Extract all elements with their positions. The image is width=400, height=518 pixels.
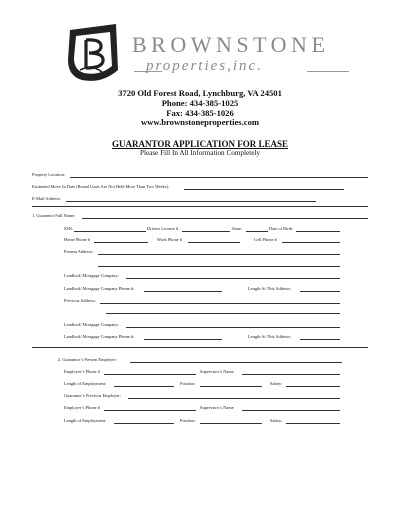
cell-phone-field[interactable] (282, 242, 340, 243)
work-phone-label: Work Phone # (157, 237, 183, 242)
dob-label: Date of Birth: (269, 226, 294, 231)
cell-phone-label: Cell Phone # (254, 237, 277, 242)
employer-phone-2-field[interactable] (104, 410, 196, 411)
position-2-label: Position: (180, 418, 196, 423)
previous-address-field[interactable] (100, 303, 340, 304)
employment-details-row (64, 381, 368, 391)
move-in-date-label: Estimated Move In Date (Rental Units Are Not Held More Than Two Weeks): (32, 184, 170, 189)
landlord-phone-field[interactable] (144, 291, 222, 292)
present-address-label: Present Address: (64, 249, 94, 254)
previous-employer-field[interactable] (128, 398, 340, 399)
position-field[interactable] (200, 386, 262, 387)
present-employer-label: 2. Guarantor’s Present Employer: (58, 357, 117, 362)
landlord-company-row (64, 273, 368, 283)
length-employment-2-field[interactable] (114, 423, 174, 424)
ssn-label: SSN: (64, 226, 74, 231)
property-location-row (32, 172, 368, 182)
present-employer-field[interactable] (130, 362, 342, 363)
guarantor-name-field[interactable] (82, 218, 368, 219)
length-at-address-field[interactable] (300, 291, 340, 292)
form-title: GUARANTOR APPLICATION FOR LEASE (112, 139, 288, 149)
company-name: BROWNSTONE (132, 32, 330, 57)
guarantor-name-label: 1. Guarantor Full Name: (32, 213, 76, 218)
employer-phone-field[interactable] (104, 374, 196, 375)
company-fax: Fax: 434-385-1026 (166, 108, 234, 118)
drivers-license-label: Drivers License # (147, 226, 179, 231)
supervisor-name-field[interactable] (242, 374, 340, 375)
employment-details-2-row (64, 418, 368, 428)
length-at-address-2-label: Length At This Address: (248, 334, 291, 339)
salary-2-label: Salary: (270, 418, 283, 423)
previous-address-row (64, 298, 368, 308)
company-phone: Phone: 434-385-1025 (161, 98, 239, 108)
length-employment-label: Length of Employment: (64, 381, 107, 386)
employer-phone-2-label: Employer’s Phone # (64, 405, 100, 410)
company-website[interactable]: www.brownstoneproperties.com (140, 117, 260, 127)
previous-address-label: Previous Address: (64, 298, 96, 303)
employer-phone-label: Employer’s Phone # (64, 369, 100, 374)
ssn-field[interactable] (74, 231, 146, 232)
position-label: Position: (180, 381, 196, 386)
landlord-company-2-row (64, 322, 368, 332)
present-address-field[interactable] (98, 254, 340, 255)
section-divider-2 (32, 347, 368, 348)
previous-address-field-line-2[interactable] (106, 313, 340, 314)
email-field[interactable] (66, 201, 316, 202)
form-subtitle: Please Fill In All Information Completely (140, 149, 260, 157)
landlord-company-2-label: Landlord/ Mortgage Company: (64, 322, 119, 327)
supervisor-name-2-label: Supervisor’s Name (200, 405, 234, 410)
landlord-phone-2-field[interactable] (144, 339, 222, 340)
email-row (32, 196, 368, 206)
landlord-phone-2-row (64, 334, 368, 344)
company-logo (62, 20, 352, 90)
property-location-field[interactable] (70, 177, 368, 178)
length-at-address-label: Length At This Address: (248, 286, 291, 291)
landlord-phone-2-label: Landlord/ Mortgage Company Phone #: (64, 334, 135, 339)
email-label: E-Mail Address: (32, 196, 61, 201)
phones-row (64, 237, 368, 247)
move-in-date-field[interactable] (184, 189, 344, 190)
brownstone-b-emblem-icon (62, 20, 124, 86)
employer-phone-row (64, 369, 368, 379)
previous-employer-label: Guarantor’s Previous Employer: (64, 393, 121, 398)
company-tagline: properties,inc. (146, 58, 263, 74)
employer-phone-2-row (64, 405, 368, 415)
home-phone-field[interactable] (94, 242, 148, 243)
move-in-date-row (32, 184, 368, 194)
present-address-row (64, 249, 368, 259)
position-2-field[interactable] (200, 423, 262, 424)
landlord-phone-row (64, 286, 368, 296)
section-divider (32, 206, 368, 207)
present-address-field-line-2[interactable] (98, 266, 340, 267)
length-employment-field[interactable] (114, 386, 174, 387)
supervisor-name-label: Supervisor’s Name (200, 369, 234, 374)
landlord-company-label: Landlord/ Mortgage Company: (64, 273, 119, 278)
salary-label: Salary: (270, 381, 283, 386)
tagline-divider-right (307, 71, 349, 72)
landlord-company-field[interactable] (126, 278, 340, 279)
drivers-license-field[interactable] (182, 231, 230, 232)
landlord-company-2-field[interactable] (126, 327, 340, 328)
home-phone-label: Home Phone # (64, 237, 91, 242)
salary-field[interactable] (286, 386, 340, 387)
guarantor-name-row (32, 213, 368, 223)
supervisor-name-2-field[interactable] (242, 410, 340, 411)
dob-field[interactable] (296, 231, 340, 232)
previous-employer-row (64, 393, 368, 403)
state-label: State: (232, 226, 242, 231)
company-address: 3720 Old Forest Road, Lynchburg, VA 24501 (118, 88, 282, 98)
work-phone-field[interactable] (188, 242, 240, 243)
state-field[interactable] (246, 231, 268, 232)
id-row (64, 226, 368, 236)
length-at-address-2-field[interactable] (300, 339, 340, 340)
length-employment-2-label: Length of Employment: (64, 418, 107, 423)
salary-2-field[interactable] (286, 423, 340, 424)
property-location-label: Property Location: (32, 172, 66, 177)
present-employer-row (58, 357, 368, 367)
landlord-phone-label: Landlord/ Mortgage Company Phone #: (64, 286, 135, 291)
